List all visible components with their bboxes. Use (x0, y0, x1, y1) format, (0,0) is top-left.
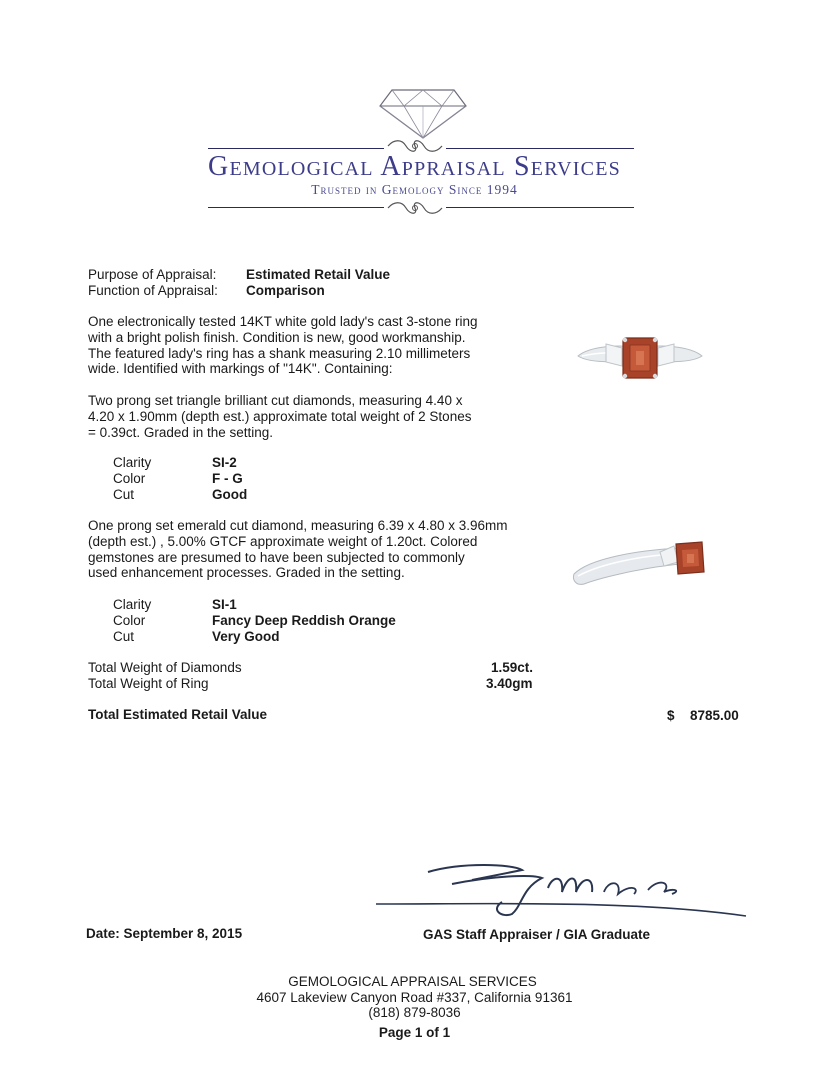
function-value: Comparison (246, 283, 325, 298)
header-rule-bottom-left (208, 207, 384, 208)
description-line: The featured lady's ring has a shank measuring 2.10 millimeters (88, 345, 471, 361)
side-stones-line: Two prong set triangle brilliant cut diamonds, measuring 4.40 x (88, 393, 463, 408)
center-stone-line: One prong set emerald cut diamond, measuring 6.39 x 4.80 x 3.96mm (88, 518, 508, 533)
header-rule-right (446, 148, 634, 149)
center-cut-label: Cut (113, 629, 135, 644)
total-ring-label: Total Weight of Ring (88, 676, 209, 691)
side-cut-value: Good (212, 487, 248, 502)
ring-photo-front (570, 318, 710, 398)
total-ring-value: 3.40gm (486, 676, 533, 691)
footer-company: GEMOLOGICAL APPRAISAL SERVICES (288, 974, 537, 989)
header-rule-bottom-right (446, 207, 634, 208)
ring-description (88, 314, 508, 377)
company-name: Gemological Appraisal Services (208, 151, 621, 182)
footer-address: 4607 Lakeview Canyon Road #337, California 91361 (256, 990, 573, 1005)
appraisal-date: Date: September 8, 2015 (86, 926, 243, 941)
side-clarity-label: Clarity (113, 455, 152, 470)
company-tagline: Trusted in Gemology Since 1994 (311, 182, 518, 197)
center-stone-line: gemstones are presumed to have been subjected to commonly (88, 549, 465, 565)
total-diamonds-value: 1.59ct. (491, 660, 534, 675)
purpose-value: Estimated Retail Value (246, 267, 391, 282)
signature-caption: GAS Staff Appraiser / GIA Graduate (423, 927, 651, 942)
page-number: Page 1 of 1 (378, 1025, 451, 1040)
side-clarity-value: SI-2 (212, 455, 237, 470)
center-color-value: Fancy Deep Reddish Orange (212, 613, 396, 628)
side-stones-description (88, 393, 508, 440)
center-cut-value: Very Good (212, 629, 280, 644)
center-stone-line: (depth est.) , 5.00% GTCF approximate weight of 1.20ct. Colored (88, 533, 478, 549)
center-color-label: Color (113, 613, 146, 628)
center-clarity-value: SI-1 (212, 597, 237, 612)
footer-phone: (818) 879-8036 (368, 1005, 461, 1020)
side-color-label: Color (113, 471, 146, 486)
retail-value-label: Total Estimated Retail Value (88, 707, 268, 722)
purpose-label: Purpose of Appraisal: (88, 267, 217, 282)
description-line: wide. Identified with markings of "14K". Containing: (88, 361, 393, 377)
currency-symbol: $ (667, 708, 675, 723)
description-line: One electronically tested 14KT white gold lady's cast 3-stone ring (88, 314, 478, 329)
center-clarity-label: Clarity (113, 597, 152, 612)
function-label: Function of Appraisal: (88, 283, 218, 298)
side-stones-line: 4.20 x 1.90mm (depth est.) approximate total weight of 2 Stones (88, 408, 472, 424)
side-cut-label: Cut (113, 487, 135, 502)
side-stones-line: = 0.39ct. Graded in the setting. (88, 424, 273, 440)
retail-value: 8785.00 (690, 708, 739, 723)
appraiser-signature (372, 858, 752, 922)
center-stone-line: used enhancement processes. Graded in the setting. (88, 565, 405, 581)
header-rule-left (208, 148, 384, 149)
total-diamonds-label: Total Weight of Diamonds (88, 660, 242, 675)
description-line: with a bright polish finish. Condition is new, good workmanship. (88, 329, 466, 345)
diamond-logo-icon (378, 84, 468, 140)
scroll-ornament-bottom-icon (384, 199, 446, 217)
side-color-value: F - G (212, 471, 243, 486)
center-stone-description (88, 518, 528, 581)
ring-photo-side (570, 532, 710, 612)
